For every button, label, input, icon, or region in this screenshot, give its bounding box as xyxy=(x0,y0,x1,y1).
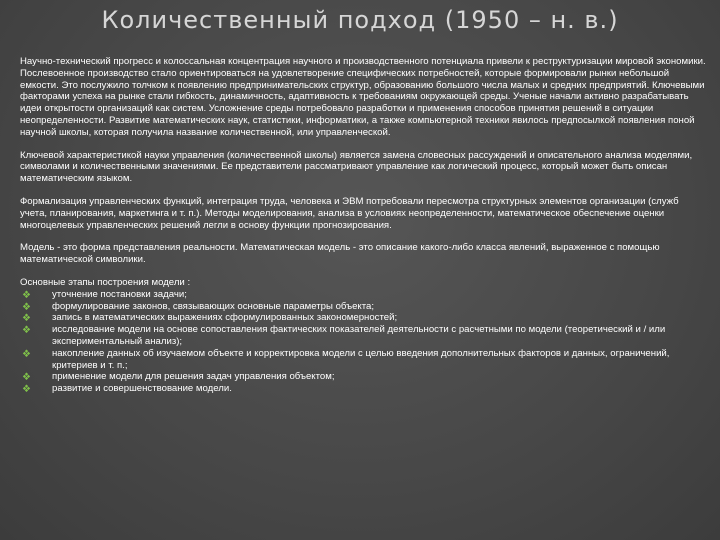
bullet-icon: ❖ xyxy=(22,289,31,301)
bullet-icon: ❖ xyxy=(22,348,31,360)
list-item-text: уточнение постановки задачи; xyxy=(52,288,187,300)
list-item xyxy=(20,289,708,301)
list-item xyxy=(20,371,708,383)
list-item xyxy=(20,324,708,348)
paragraph-formalization: Формализация управленческих функций, интеграция труда, человека и ЭВМ потребовали пересмотра структурных элементов организации (служб учета, планирования, маркетинга и т. п.). Методы моделирования, анализа в условиях неопределенности, математическое обеспечение оценки многоцелевых управленческих решений легли в основу функции прогнозирования. xyxy=(20,195,679,231)
slide-body xyxy=(20,56,708,395)
list-item-text: применение модели для решения задач управления объектом; xyxy=(52,371,335,383)
bullet-icon: ❖ xyxy=(22,325,31,337)
list-item-text: запись в математических выражениях сформулированных закономерностей; xyxy=(52,312,398,324)
list-item-text: развитие и совершенствование модели. xyxy=(52,383,232,395)
bullet-icon: ❖ xyxy=(22,313,31,325)
steps-intro: Основные этапы построения модели : xyxy=(20,276,191,288)
slide-title: Количественный подход (1950 – н. в.) xyxy=(101,6,619,34)
list-item xyxy=(20,348,708,372)
list-item-text: накопление данных об изучаемом объекте и корректировка модели с целью введения дополнительных факторов и данных, ограничений, критериев и т. п.; xyxy=(52,347,670,371)
list-item-text: формулирование законов, связывающих основные параметры объекта; xyxy=(52,300,375,312)
list-item xyxy=(20,301,708,313)
paragraph-key-characteristic: Ключевой характеристикой науки управления (количественной школы) является замена словесных рассуждений и описательного анализа моделями, символами и количественными значениями. Ее представители рассматривают управление как логический процесс, который может быть описан математическим языком. xyxy=(20,149,693,185)
paragraph-model-definition: Модель - это форма представления реальности. Математическая модель - это описание какого-либо класса явлений, выраженное с помощью математической символики. xyxy=(20,242,660,266)
bullet-icon: ❖ xyxy=(22,301,31,313)
list-item xyxy=(20,312,708,324)
list-item-text: исследование модели на основе сопоставления фактических показателей деятельности с расчетными по модели (теоретический и / или экспериментальный анализ); xyxy=(52,324,666,347)
bullet-icon: ❖ xyxy=(22,384,31,396)
steps-list xyxy=(20,289,708,395)
list-item xyxy=(20,383,708,395)
bullet-icon: ❖ xyxy=(22,372,31,384)
paragraph-npt: Научно-технический прогресс и колоссальная концентрация научного и производственного потенциала привели к реструктуризации мировой экономики. Послевоенное производство стало ориентироваться на удовлетворение специфических потребностей, которые формировали рынки небольшой емкости. Это послужило толчком к появлению предпринимательских структур, образованию большого числа малых и средних предприятий. Ключевыми факторами успеха на рынке стали гибкость, динамичность, адаптивность к требованиям окружающей среды. Ученые начали активно разрабатывать идеи открытости организаций как систем. Усложнение среды потребовало разработки и применения способов принятия решений в ситуации неопределенности. Развитие математических наук, статистики, информатики, а также компьютерной техники явилось предпосылкой появления поной научной школы, которая получила название количественной, или управленческой. xyxy=(20,56,706,138)
